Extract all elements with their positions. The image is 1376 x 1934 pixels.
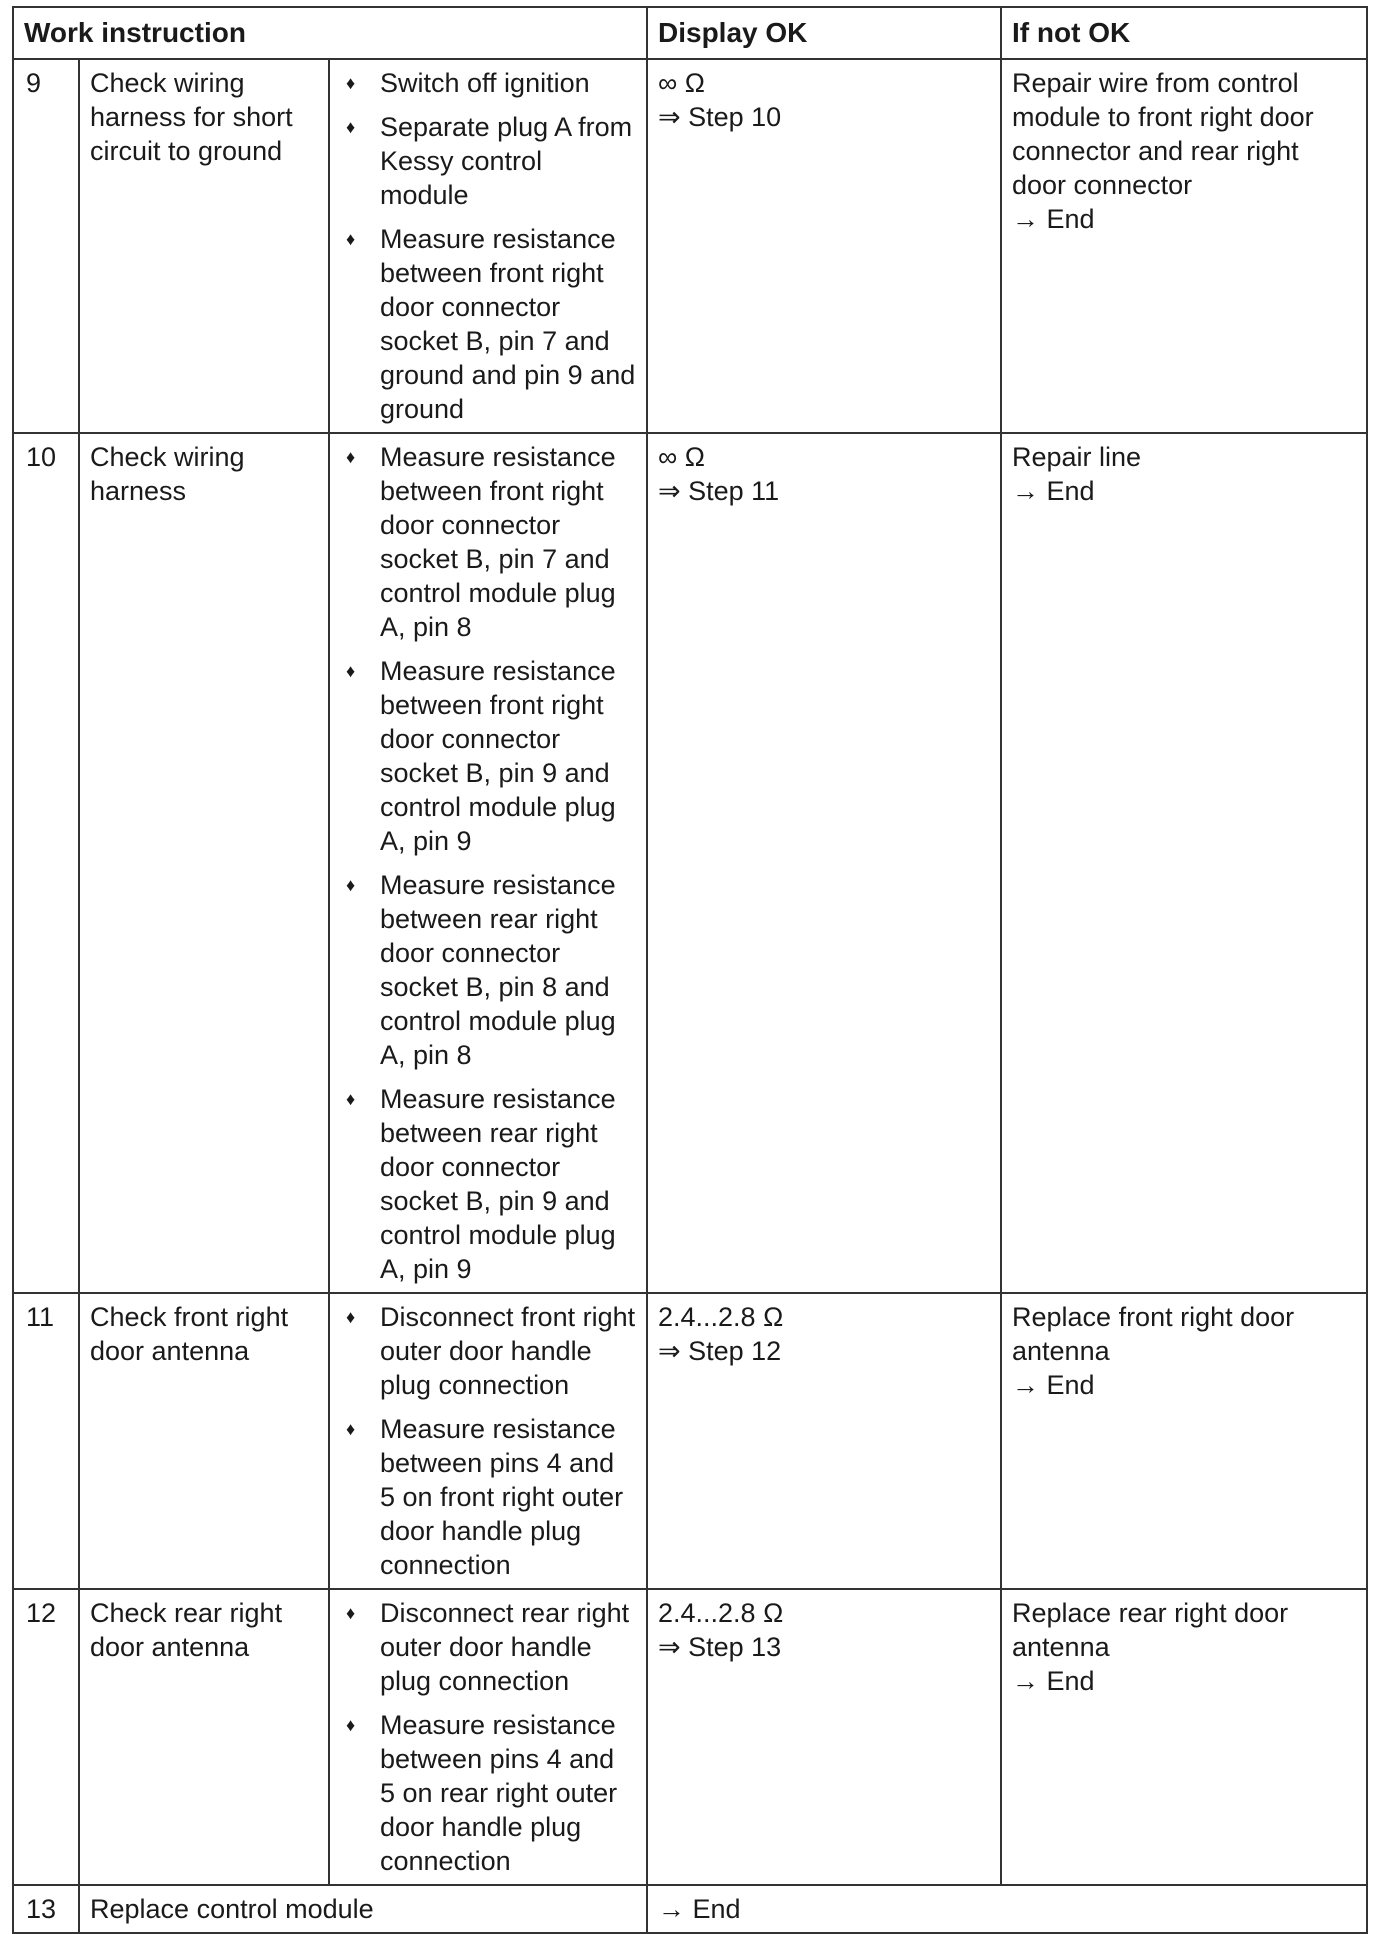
action-list bbox=[340, 66, 636, 426]
diamond-bullet-icon: ♦ bbox=[346, 117, 356, 137]
action-item bbox=[340, 654, 636, 858]
diamond-bullet-icon: ♦ bbox=[346, 1603, 356, 1623]
action-text: Measure resistance between pins 4 and 5 on rear right outer door handle plug connection bbox=[380, 1710, 618, 1876]
action-text: Separate plug A from Kessy control module bbox=[380, 112, 633, 210]
table-row-12 bbox=[13, 1589, 1367, 1885]
if-not-ok-cell bbox=[1001, 1293, 1367, 1589]
header-if-not-ok: If not OK bbox=[1001, 7, 1367, 59]
step-number: 10 bbox=[13, 433, 79, 1293]
action-text: Disconnect rear right outer door handle plug connection bbox=[380, 1598, 630, 1696]
work-instruction-table bbox=[12, 6, 1368, 1934]
action-item bbox=[340, 1412, 636, 1582]
remedy-text: Replace rear right door antenna bbox=[1012, 1598, 1289, 1662]
end-marker: → End bbox=[1012, 476, 1095, 506]
action-text: Measure resistance between rear right door connector socket B, pin 9 and control module plug A, pin 9 bbox=[380, 1084, 616, 1284]
action-list bbox=[340, 1596, 636, 1878]
check-title: Check wiring harness for short circuit to ground bbox=[79, 59, 329, 433]
check-title: Check front right door antenna bbox=[79, 1293, 329, 1589]
actions-cell bbox=[329, 59, 647, 433]
step-number: 11 bbox=[13, 1293, 79, 1589]
if-not-ok-cell bbox=[1001, 1589, 1367, 1885]
display-ok-cell bbox=[647, 1293, 1001, 1589]
check-title: Check wiring harness bbox=[79, 433, 329, 1293]
header-display-ok: Display OK bbox=[647, 7, 1001, 59]
step-number: 13 bbox=[13, 1885, 79, 1933]
action-text: Measure resistance between front right door connector socket B, pin 7 and control module plug A, pin 8 bbox=[380, 442, 616, 642]
header-work-instruction: Work instruction bbox=[13, 7, 647, 59]
table-body bbox=[13, 59, 1367, 1933]
action-text: Measure resistance between rear right door connector socket B, pin 8 and control module plug A, pin 8 bbox=[380, 870, 616, 1070]
diamond-bullet-icon: ♦ bbox=[346, 229, 356, 249]
action-text: Measure resistance between pins 4 and 5 on front right outer door handle plug connection bbox=[380, 1414, 624, 1580]
expected-value: 2.4...2.8 Ω bbox=[658, 1302, 784, 1332]
if-not-ok-cell bbox=[1001, 59, 1367, 433]
header-row bbox=[13, 7, 1367, 59]
display-ok-cell bbox=[647, 1589, 1001, 1885]
action-text: Switch off ignition bbox=[380, 68, 590, 98]
action-item bbox=[340, 1082, 636, 1286]
action-item bbox=[340, 1708, 636, 1878]
table-row-9 bbox=[13, 59, 1367, 433]
diamond-bullet-icon: ♦ bbox=[346, 1089, 356, 1109]
next-step-link: ⇒ Step 11 bbox=[658, 476, 780, 506]
action-item bbox=[340, 222, 636, 426]
diamond-bullet-icon: ♦ bbox=[346, 875, 356, 895]
next-step-link: ⇒ Step 12 bbox=[658, 1336, 782, 1366]
next-step-link: ⇒ Step 10 bbox=[658, 102, 782, 132]
end-marker: → End bbox=[1012, 1370, 1095, 1400]
diamond-bullet-icon: ♦ bbox=[346, 1419, 356, 1439]
end-marker: → End bbox=[1012, 204, 1095, 234]
action-list bbox=[340, 440, 636, 1286]
step-number: 12 bbox=[13, 1589, 79, 1885]
table-row-13 bbox=[13, 1885, 1367, 1933]
diamond-bullet-icon: ♦ bbox=[346, 1307, 356, 1327]
table-row-10 bbox=[13, 433, 1367, 1293]
table-row-11 bbox=[13, 1293, 1367, 1589]
expected-value: ∞ Ω bbox=[658, 68, 705, 98]
action-item bbox=[340, 440, 636, 644]
actions-cell bbox=[329, 1589, 647, 1885]
remedy-text: Repair wire from control module to front right door connector and rear right door connector bbox=[1012, 68, 1314, 200]
action-item bbox=[340, 1300, 636, 1402]
end-marker: → End bbox=[1012, 1666, 1095, 1696]
remedy-text: Replace front right door antenna bbox=[1012, 1302, 1295, 1366]
if-not-ok-cell bbox=[1001, 433, 1367, 1293]
action-text: Measure resistance between front right door connector socket B, pin 9 and control module plug A, pin 9 bbox=[380, 656, 616, 856]
action-text: Measure resistance between front right door connector socket B, pin 7 and ground and pin 9 and ground bbox=[380, 224, 636, 424]
action-item bbox=[340, 1596, 636, 1698]
action-list bbox=[340, 1300, 636, 1582]
action-item bbox=[340, 868, 636, 1072]
step-number: 9 bbox=[13, 59, 79, 433]
check-title: Check rear right door antenna bbox=[79, 1589, 329, 1885]
expected-value: ∞ Ω bbox=[658, 442, 705, 472]
expected-value: 2.4...2.8 Ω bbox=[658, 1598, 784, 1628]
action-item bbox=[340, 66, 636, 100]
diamond-bullet-icon: ♦ bbox=[346, 447, 356, 467]
actions-cell bbox=[329, 433, 647, 1293]
display-ok-cell: → End bbox=[647, 1885, 1367, 1933]
action-text: Disconnect front right outer door handle plug connection bbox=[380, 1302, 636, 1400]
check-title: Replace control module bbox=[79, 1885, 647, 1933]
next-step-link: ⇒ Step 13 bbox=[658, 1632, 782, 1662]
action-item bbox=[340, 110, 636, 212]
diamond-bullet-icon: ♦ bbox=[346, 73, 356, 93]
actions-cell bbox=[329, 1293, 647, 1589]
display-ok-cell bbox=[647, 433, 1001, 1293]
diamond-bullet-icon: ♦ bbox=[346, 661, 356, 681]
remedy-text: Repair line bbox=[1012, 442, 1142, 472]
diamond-bullet-icon: ♦ bbox=[346, 1715, 356, 1735]
display-ok-cell bbox=[647, 59, 1001, 433]
